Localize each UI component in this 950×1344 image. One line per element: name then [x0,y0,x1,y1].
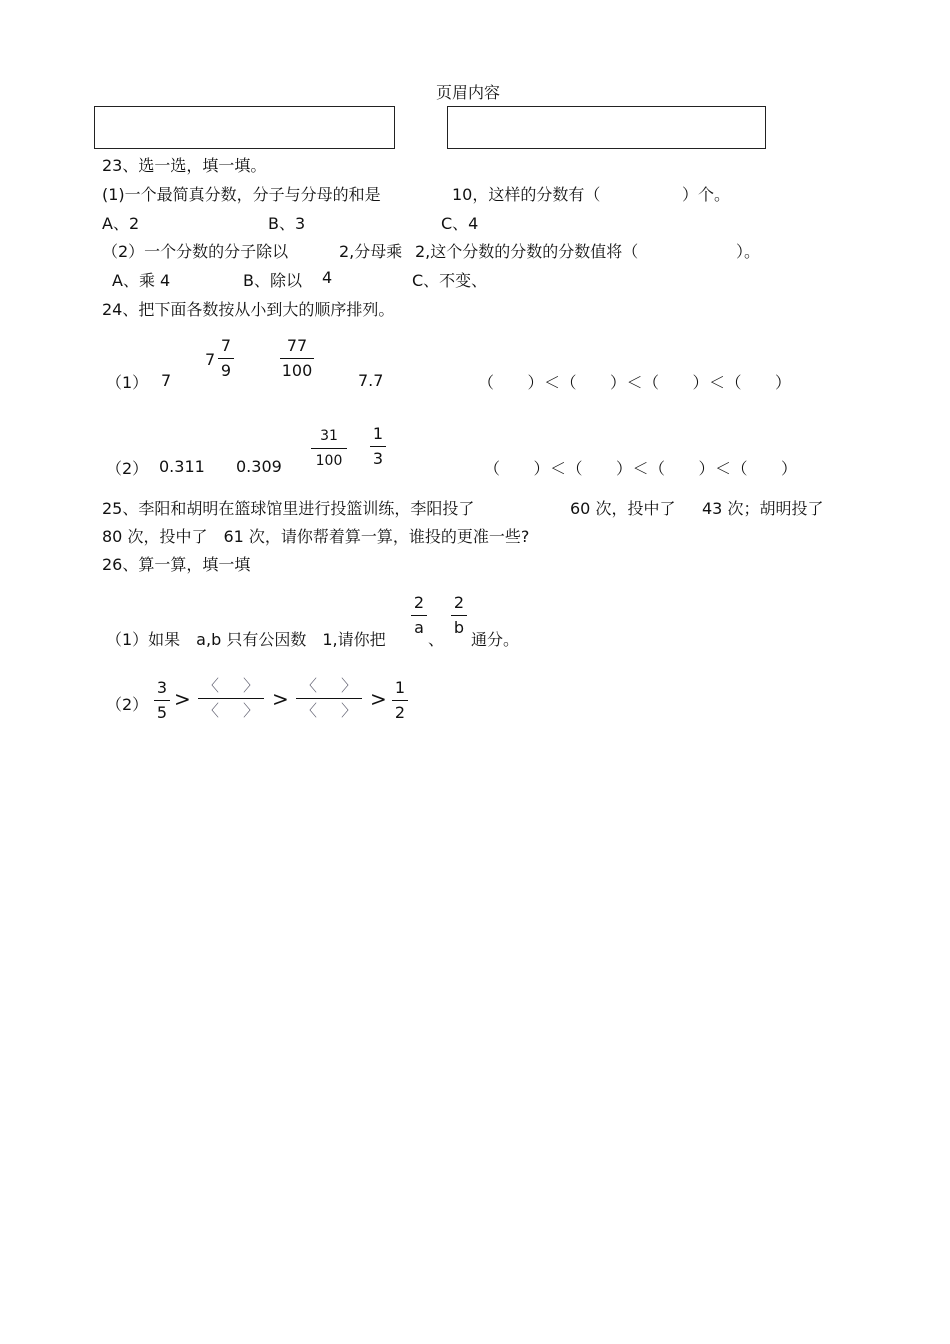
fraction-bar [280,358,314,359]
q26-p2-fraction-3-5 [154,678,170,723]
q24-title: 24、把下面各数按从小到大的顺序排列。 [102,300,395,319]
q23-p1-option-b: B、3 [268,214,306,233]
q23-p1-text-c: ）个。 [682,185,731,204]
angle-close: 〉 [341,676,358,695]
q26-p1-text-b: 通分。 [471,630,520,649]
denominator: b [453,618,465,637]
page-header: 页眉内容 [436,83,501,102]
fraction-bar [154,700,170,701]
fraction-bar [370,446,386,447]
q24-r2-fraction-1-3 [370,424,386,469]
q24-r1-label: （1） [106,373,149,392]
denominator: 9 [220,361,232,380]
score-box[interactable] [447,106,766,149]
numerator: 77 [286,336,308,355]
q24-r1-mixed-whole: 7 [205,350,216,369]
fraction-bar [392,700,408,701]
denominator: 100 [315,453,343,469]
numerator: 3 [156,678,168,697]
fraction-bar [198,698,264,699]
denominator: 3 [372,449,384,468]
q26-p2-fraction-1-2 [392,678,408,723]
q23-p2-option-c: C、不变、 [412,271,488,290]
q23-title: 23、选一选，填一填。 [102,156,267,175]
q24-r1-order-chain[interactable]: （ ）＜（ ）＜（ ）＜（ ） [478,373,792,392]
angle-open: 〈 [300,701,317,720]
angle-close: 〉 [243,676,260,695]
numerator: 1 [372,424,384,443]
q24-r1-mixed-fraction [218,336,234,381]
q25-line2: 80 次，投中了 61 次，请你帮着算一算，谁投的更准一些? [102,527,530,546]
q23-p1-text-a: (1)一个最简真分数，分子与分母的和是 [102,185,381,204]
q23-p2-option-a: A、乘 4 [112,271,171,290]
angle-open: 〈 [202,676,219,695]
q23-p1-option-c: C、4 [441,214,479,233]
q26-p1-fraction-2-b [451,593,467,638]
angle-open: 〈 [300,676,317,695]
q24-r2-order-chain[interactable]: （ ）＜（ ）＜（ ）＜（ ） [484,459,798,478]
q26-p2-greater-than-1: > [174,687,191,711]
fraction-bar [411,615,427,616]
q26-p2-blank-fraction-2[interactable] [296,676,362,721]
q23-p1-option-a: A、2 [102,214,140,233]
denominator: 100 [281,361,313,380]
fraction-bar [296,698,362,699]
numerator: 2 [453,593,465,612]
q24-r2-number-0-311: 0.311 [159,457,205,476]
angle-open: 〈 [202,701,219,720]
fraction-bar [311,448,347,449]
blank-numerator[interactable] [203,676,259,696]
name-box[interactable] [94,106,395,149]
q25-line1-a: 25、李阳和胡明在篮球馆里进行投篮训练，李阳投了 [102,499,475,518]
q25-line1-b: 60 次，投中了 [570,499,676,518]
blank-denominator[interactable] [301,701,357,721]
q25-line1-c: 43 次；胡明投了 [702,499,824,518]
angle-close: 〉 [341,701,358,720]
numerator: 31 [320,428,338,444]
q23-p2-text-c: 2,这个分数的分数的分数值将（ [415,242,639,261]
q23-p1-text-b: 10，这样的分数有（ [452,185,601,204]
blank-denominator[interactable] [203,701,259,721]
q26-p2-greater-than-2: > [272,687,289,711]
denominator: 2 [394,703,406,722]
q23-p2-text-a: （2）一个分数的分子除以 [102,242,289,261]
q23-p2-text-b: 2,分母乘 [339,242,403,261]
q24-r2-fraction-31-100 [311,426,347,471]
numerator: 1 [394,678,406,697]
fraction-bar [451,615,467,616]
q23-p2-text-d: ）。 [736,242,761,261]
q23-p2-option-b: B、除以 [243,271,302,290]
q24-r2-label: （2） [106,459,149,478]
q26-p1-text-a: （1）如果 a,b 只有公因数 1,请你把 [106,630,386,649]
q24-r1-number-7-7: 7.7 [358,371,384,390]
q24-r1-number-7: 7 [161,371,172,390]
fraction-bar [218,358,234,359]
q26-p1-fraction-2-a [411,593,427,638]
q26-p2-greater-than-3: > [370,687,387,711]
blank-numerator[interactable] [301,676,357,696]
q24-r2-number-0-309: 0.309 [236,457,282,476]
q26-p1-separator: 、 [428,630,445,649]
q23-p2-option-b-number: 4 [322,268,333,287]
denominator: 5 [156,703,168,722]
q26-p2-label: （2） [106,695,149,714]
numerator: 7 [220,336,232,355]
denominator: a [414,618,424,637]
q24-r1-fraction-77-100 [280,336,314,381]
q26-p2-blank-fraction-1[interactable] [198,676,264,721]
numerator: 2 [413,593,425,612]
q26-title: 26、算一算，填一填 [102,555,251,574]
angle-close: 〉 [243,701,260,720]
